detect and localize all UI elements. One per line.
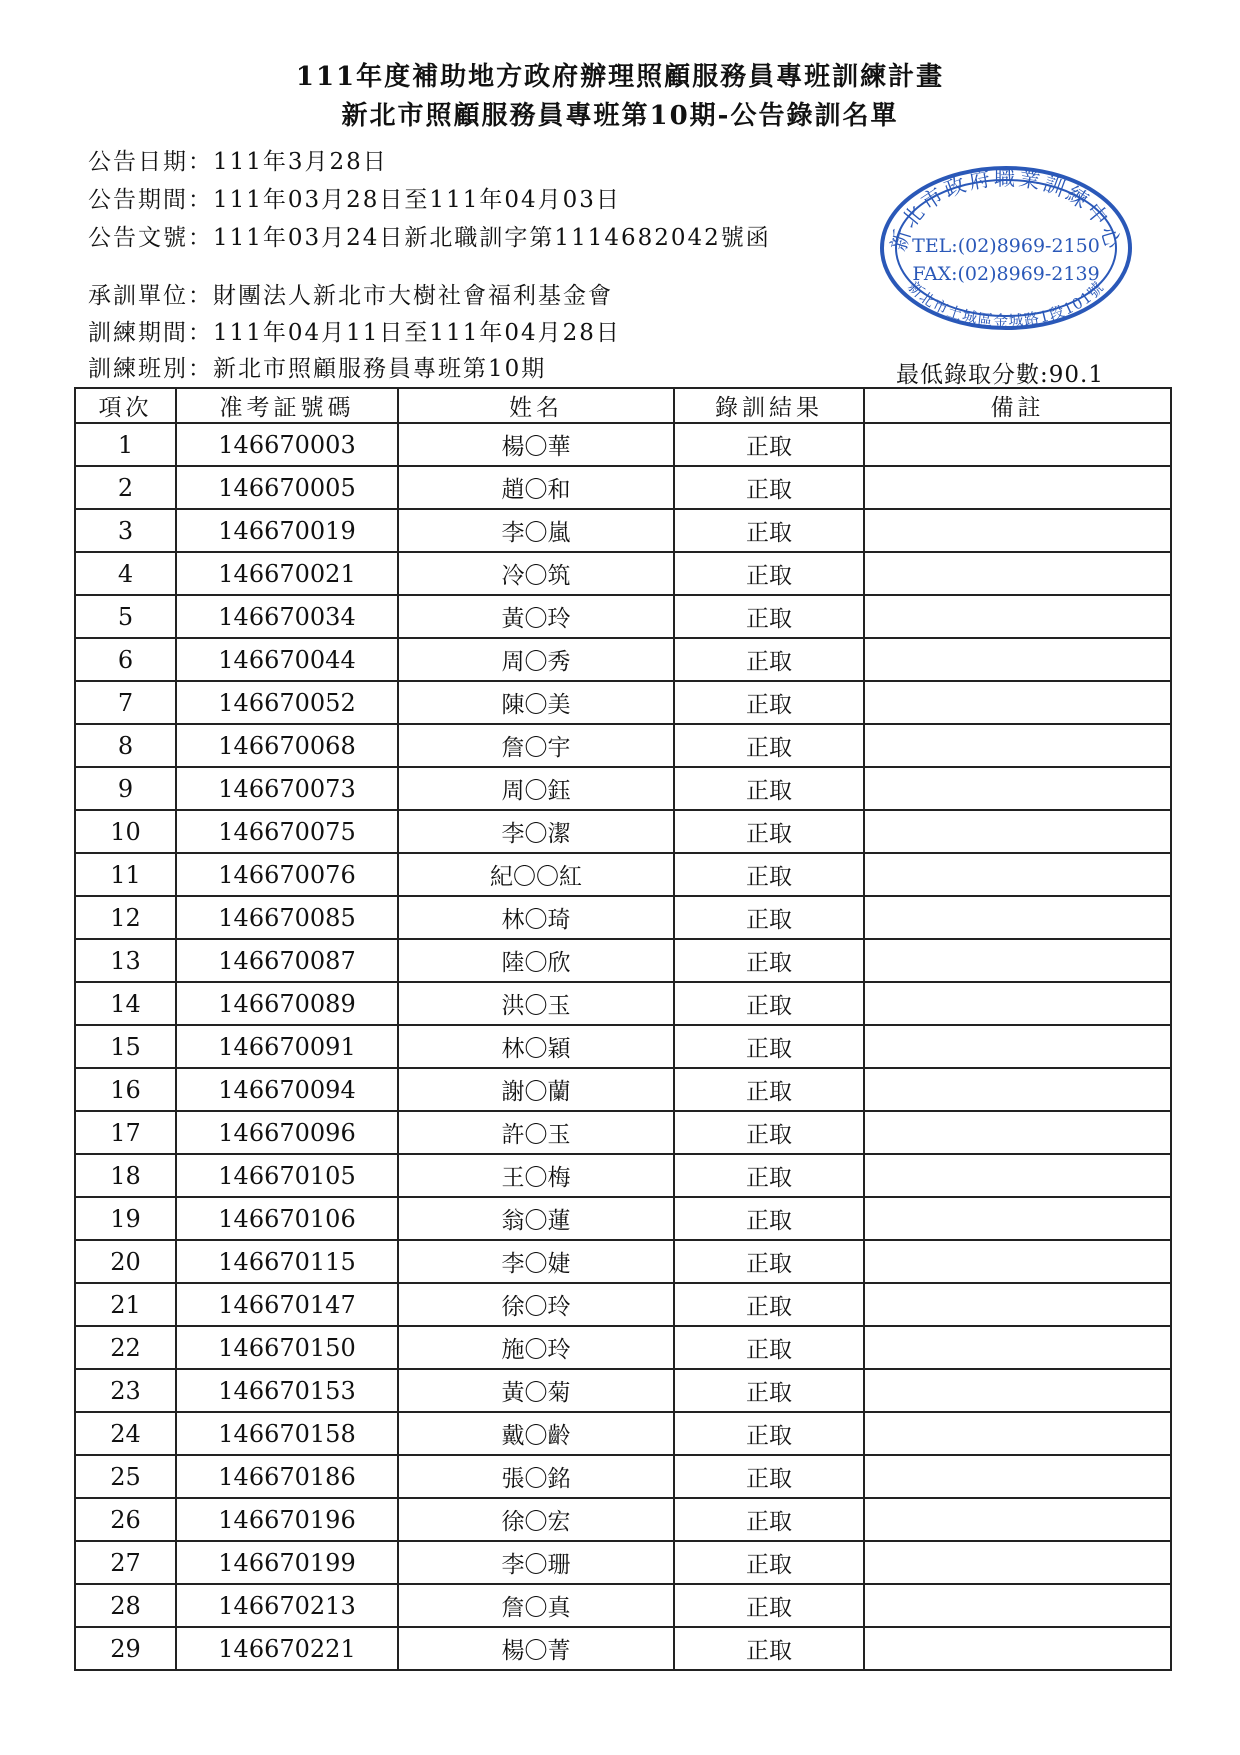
cell-exam-id: 146670105	[176, 1154, 398, 1197]
cell-result: 正取	[674, 767, 864, 810]
cell-note	[864, 1240, 1171, 1283]
info-label: 公告日期：	[88, 149, 213, 175]
cell-name: 黃〇玲	[398, 595, 674, 638]
cell-name: 黃〇菊	[398, 1369, 674, 1412]
cell-item-no: 18	[75, 1154, 176, 1197]
table-row	[75, 552, 1171, 595]
cell-result: 正取	[674, 1154, 864, 1197]
cell-name: 詹〇宇	[398, 724, 674, 767]
cell-exam-id: 146670213	[176, 1584, 398, 1627]
cell-item-no: 8	[75, 724, 176, 767]
cell-name: 周〇鈺	[398, 767, 674, 810]
cell-exam-id: 146670221	[176, 1627, 398, 1670]
cell-result: 正取	[674, 1283, 864, 1326]
cell-result: 正取	[674, 810, 864, 853]
cell-result: 正取	[674, 853, 864, 896]
cell-name: 李〇婕	[398, 1240, 674, 1283]
cell-exam-id: 146670044	[176, 638, 398, 681]
minimum-score: 最低錄取分數:90.1	[896, 362, 1104, 388]
info-value: 111年03月24日新北職訓字第1114682042號函	[213, 225, 771, 251]
document-title: 111年度補助地方政府辦理照顧服務員專班訓練計畫	[295, 62, 945, 92]
header-item-no: 項次	[75, 388, 176, 423]
cell-exam-id: 146670147	[176, 1283, 398, 1326]
info-label: 訓練班別：	[88, 356, 213, 382]
cell-result: 正取	[674, 1541, 864, 1584]
cell-name: 洪〇玉	[398, 982, 674, 1025]
info-label: 公告文號：	[88, 225, 213, 251]
cell-exam-id: 146670150	[176, 1326, 398, 1369]
cell-note	[864, 1455, 1171, 1498]
cell-result: 正取	[674, 1240, 864, 1283]
cell-note	[864, 595, 1171, 638]
cell-name: 詹〇真	[398, 1584, 674, 1627]
cell-result: 正取	[674, 1197, 864, 1240]
info-document-number	[88, 223, 771, 253]
cell-item-no: 13	[75, 939, 176, 982]
info-training-period	[88, 318, 621, 348]
cell-result: 正取	[674, 939, 864, 982]
cell-result: 正取	[674, 1498, 864, 1541]
cell-item-no: 12	[75, 896, 176, 939]
cell-note	[864, 1025, 1171, 1068]
info-value: 111年04月11日至111年04月28日	[213, 320, 621, 346]
cell-name: 紀〇〇紅	[398, 853, 674, 896]
cell-note	[864, 466, 1171, 509]
info-announce-date	[88, 147, 388, 177]
cell-exam-id: 146670158	[176, 1412, 398, 1455]
cell-item-no: 19	[75, 1197, 176, 1240]
info-label: 承訓單位：	[88, 283, 213, 309]
cell-note	[864, 509, 1171, 552]
official-seal	[876, 160, 1136, 330]
cell-result: 正取	[674, 1369, 864, 1412]
table-row	[75, 896, 1171, 939]
table-row	[75, 1154, 1171, 1197]
cell-name: 楊〇菁	[398, 1627, 674, 1670]
table-row	[75, 810, 1171, 853]
table-row	[75, 1111, 1171, 1154]
cell-note	[864, 810, 1171, 853]
cell-result: 正取	[674, 982, 864, 1025]
cell-result: 正取	[674, 1627, 864, 1670]
table-row	[75, 1197, 1171, 1240]
info-value: 財團法人新北市大樹社會福利基金會	[213, 283, 613, 309]
header-exam-id: 准考証號碼	[176, 388, 398, 423]
header-note: 備註	[864, 388, 1171, 423]
document-subtitle: 新北市照顧服務員專班第10期-公告錄訓名單	[341, 101, 899, 131]
cell-exam-id: 146670003	[176, 423, 398, 466]
table-row	[75, 509, 1171, 552]
cell-note	[864, 896, 1171, 939]
cell-exam-id: 146670034	[176, 595, 398, 638]
cell-exam-id: 146670005	[176, 466, 398, 509]
cell-item-no: 28	[75, 1584, 176, 1627]
cell-name: 謝〇蘭	[398, 1068, 674, 1111]
table-row	[75, 638, 1171, 681]
table-row	[75, 1498, 1171, 1541]
cell-result: 正取	[674, 423, 864, 466]
cell-exam-id: 146670196	[176, 1498, 398, 1541]
seal-org-text: 新北市政府職業訓練中心	[886, 166, 1126, 254]
table-row	[75, 595, 1171, 638]
cell-name: 許〇玉	[398, 1111, 674, 1154]
cell-result: 正取	[674, 466, 864, 509]
cell-item-no: 1	[75, 423, 176, 466]
cell-item-no: 24	[75, 1412, 176, 1455]
cell-exam-id: 146670115	[176, 1240, 398, 1283]
cell-note	[864, 1412, 1171, 1455]
table-row	[75, 982, 1171, 1025]
cell-name: 李〇珊	[398, 1541, 674, 1584]
cell-exam-id: 146670096	[176, 1111, 398, 1154]
cell-item-no: 7	[75, 681, 176, 724]
cell-exam-id: 146670153	[176, 1369, 398, 1412]
cell-exam-id: 146670091	[176, 1025, 398, 1068]
cell-item-no: 6	[75, 638, 176, 681]
table-row	[75, 853, 1171, 896]
cell-result: 正取	[674, 1455, 864, 1498]
cell-result: 正取	[674, 595, 864, 638]
cell-name: 趙〇和	[398, 466, 674, 509]
cell-note	[864, 552, 1171, 595]
table-row	[75, 1541, 1171, 1584]
cell-exam-id: 146670021	[176, 552, 398, 595]
cell-item-no: 15	[75, 1025, 176, 1068]
cell-name: 徐〇玲	[398, 1283, 674, 1326]
cell-name: 徐〇宏	[398, 1498, 674, 1541]
cell-exam-id: 146670094	[176, 1068, 398, 1111]
cell-exam-id: 146670052	[176, 681, 398, 724]
table-row	[75, 1068, 1171, 1111]
cell-item-no: 9	[75, 767, 176, 810]
cell-item-no: 2	[75, 466, 176, 509]
table-row	[75, 767, 1171, 810]
cell-name: 李〇潔	[398, 810, 674, 853]
cell-item-no: 26	[75, 1498, 176, 1541]
cell-exam-id: 146670085	[176, 896, 398, 939]
cell-name: 冷〇筑	[398, 552, 674, 595]
cell-item-no: 23	[75, 1369, 176, 1412]
cell-note	[864, 767, 1171, 810]
cell-result: 正取	[674, 1326, 864, 1369]
cell-item-no: 21	[75, 1283, 176, 1326]
table-row	[75, 1025, 1171, 1068]
cell-item-no: 11	[75, 853, 176, 896]
cell-note	[864, 1154, 1171, 1197]
table-row	[75, 1412, 1171, 1455]
cell-item-no: 17	[75, 1111, 176, 1154]
cell-result: 正取	[674, 896, 864, 939]
cell-name: 施〇玲	[398, 1326, 674, 1369]
cell-exam-id: 146670019	[176, 509, 398, 552]
cell-item-no: 25	[75, 1455, 176, 1498]
table-row	[75, 466, 1171, 509]
table-row	[75, 1326, 1171, 1369]
cell-result: 正取	[674, 724, 864, 767]
seal-address-text: 新北市土城區金城路1段101號	[904, 277, 1108, 330]
info-value: 111年03月28日至111年04月03日	[213, 187, 621, 213]
cell-exam-id: 146670073	[176, 767, 398, 810]
cell-note	[864, 1584, 1171, 1627]
cell-item-no: 29	[75, 1627, 176, 1670]
cell-name: 王〇梅	[398, 1154, 674, 1197]
cell-item-no: 27	[75, 1541, 176, 1584]
cell-note	[864, 423, 1171, 466]
cell-item-no: 22	[75, 1326, 176, 1369]
info-training-class	[88, 354, 546, 384]
cell-note	[864, 853, 1171, 896]
cell-exam-id: 146670199	[176, 1541, 398, 1584]
cell-item-no: 20	[75, 1240, 176, 1283]
cell-exam-id: 146670186	[176, 1455, 398, 1498]
cell-note	[864, 939, 1171, 982]
table-row	[75, 681, 1171, 724]
cell-result: 正取	[674, 1068, 864, 1111]
cell-result: 正取	[674, 1111, 864, 1154]
cell-note	[864, 638, 1171, 681]
cell-name: 林〇琦	[398, 896, 674, 939]
admission-list-table	[74, 387, 1172, 1671]
header-name: 姓名	[398, 388, 674, 423]
table-row	[75, 423, 1171, 466]
table-row	[75, 1627, 1171, 1670]
table-row	[75, 1584, 1171, 1627]
cell-result: 正取	[674, 509, 864, 552]
cell-name: 陸〇欣	[398, 939, 674, 982]
cell-name: 戴〇齡	[398, 1412, 674, 1455]
cell-result: 正取	[674, 1025, 864, 1068]
cell-note	[864, 1283, 1171, 1326]
cell-exam-id: 146670089	[176, 982, 398, 1025]
info-label: 公告期間：	[88, 187, 213, 213]
cell-note	[864, 1197, 1171, 1240]
cell-item-no: 5	[75, 595, 176, 638]
cell-exam-id: 146670075	[176, 810, 398, 853]
header-result: 錄訓結果	[674, 388, 864, 423]
cell-result: 正取	[674, 552, 864, 595]
cell-note	[864, 1326, 1171, 1369]
cell-name: 楊〇華	[398, 423, 674, 466]
cell-item-no: 10	[75, 810, 176, 853]
cell-name: 張〇銘	[398, 1455, 674, 1498]
seal-tel-text: TEL:(02)8969-2150	[912, 235, 1100, 257]
cell-note	[864, 1627, 1171, 1670]
cell-name: 李〇嵐	[398, 509, 674, 552]
cell-name: 林〇穎	[398, 1025, 674, 1068]
cell-item-no: 4	[75, 552, 176, 595]
cell-exam-id: 146670087	[176, 939, 398, 982]
cell-item-no: 16	[75, 1068, 176, 1111]
table-header-row	[75, 388, 1171, 423]
cell-note	[864, 1541, 1171, 1584]
info-training-unit	[88, 281, 613, 311]
cell-note	[864, 1068, 1171, 1111]
cell-result: 正取	[674, 1584, 864, 1627]
info-value: 111年3月28日	[213, 149, 388, 175]
info-label: 訓練期間：	[88, 320, 213, 346]
cell-note	[864, 982, 1171, 1025]
cell-exam-id: 146670068	[176, 724, 398, 767]
table-row	[75, 1369, 1171, 1412]
info-announce-period	[88, 185, 621, 215]
cell-note	[864, 1369, 1171, 1412]
cell-note	[864, 724, 1171, 767]
cell-note	[864, 1498, 1171, 1541]
table-row	[75, 1283, 1171, 1326]
table-row	[75, 1455, 1171, 1498]
table-row	[75, 939, 1171, 982]
cell-note	[864, 681, 1171, 724]
cell-item-no: 3	[75, 509, 176, 552]
info-value: 新北市照顧服務員專班第10期	[213, 356, 547, 382]
cell-name: 陳〇美	[398, 681, 674, 724]
cell-note	[864, 1111, 1171, 1154]
cell-name: 周〇秀	[398, 638, 674, 681]
cell-exam-id: 146670076	[176, 853, 398, 896]
cell-item-no: 14	[75, 982, 176, 1025]
table-row	[75, 724, 1171, 767]
cell-exam-id: 146670106	[176, 1197, 398, 1240]
seal-fax-text: FAX:(02)8969-2139	[912, 263, 1100, 285]
cell-result: 正取	[674, 681, 864, 724]
cell-name: 翁〇蓮	[398, 1197, 674, 1240]
cell-result: 正取	[674, 638, 864, 681]
cell-result: 正取	[674, 1412, 864, 1455]
table-row	[75, 1240, 1171, 1283]
